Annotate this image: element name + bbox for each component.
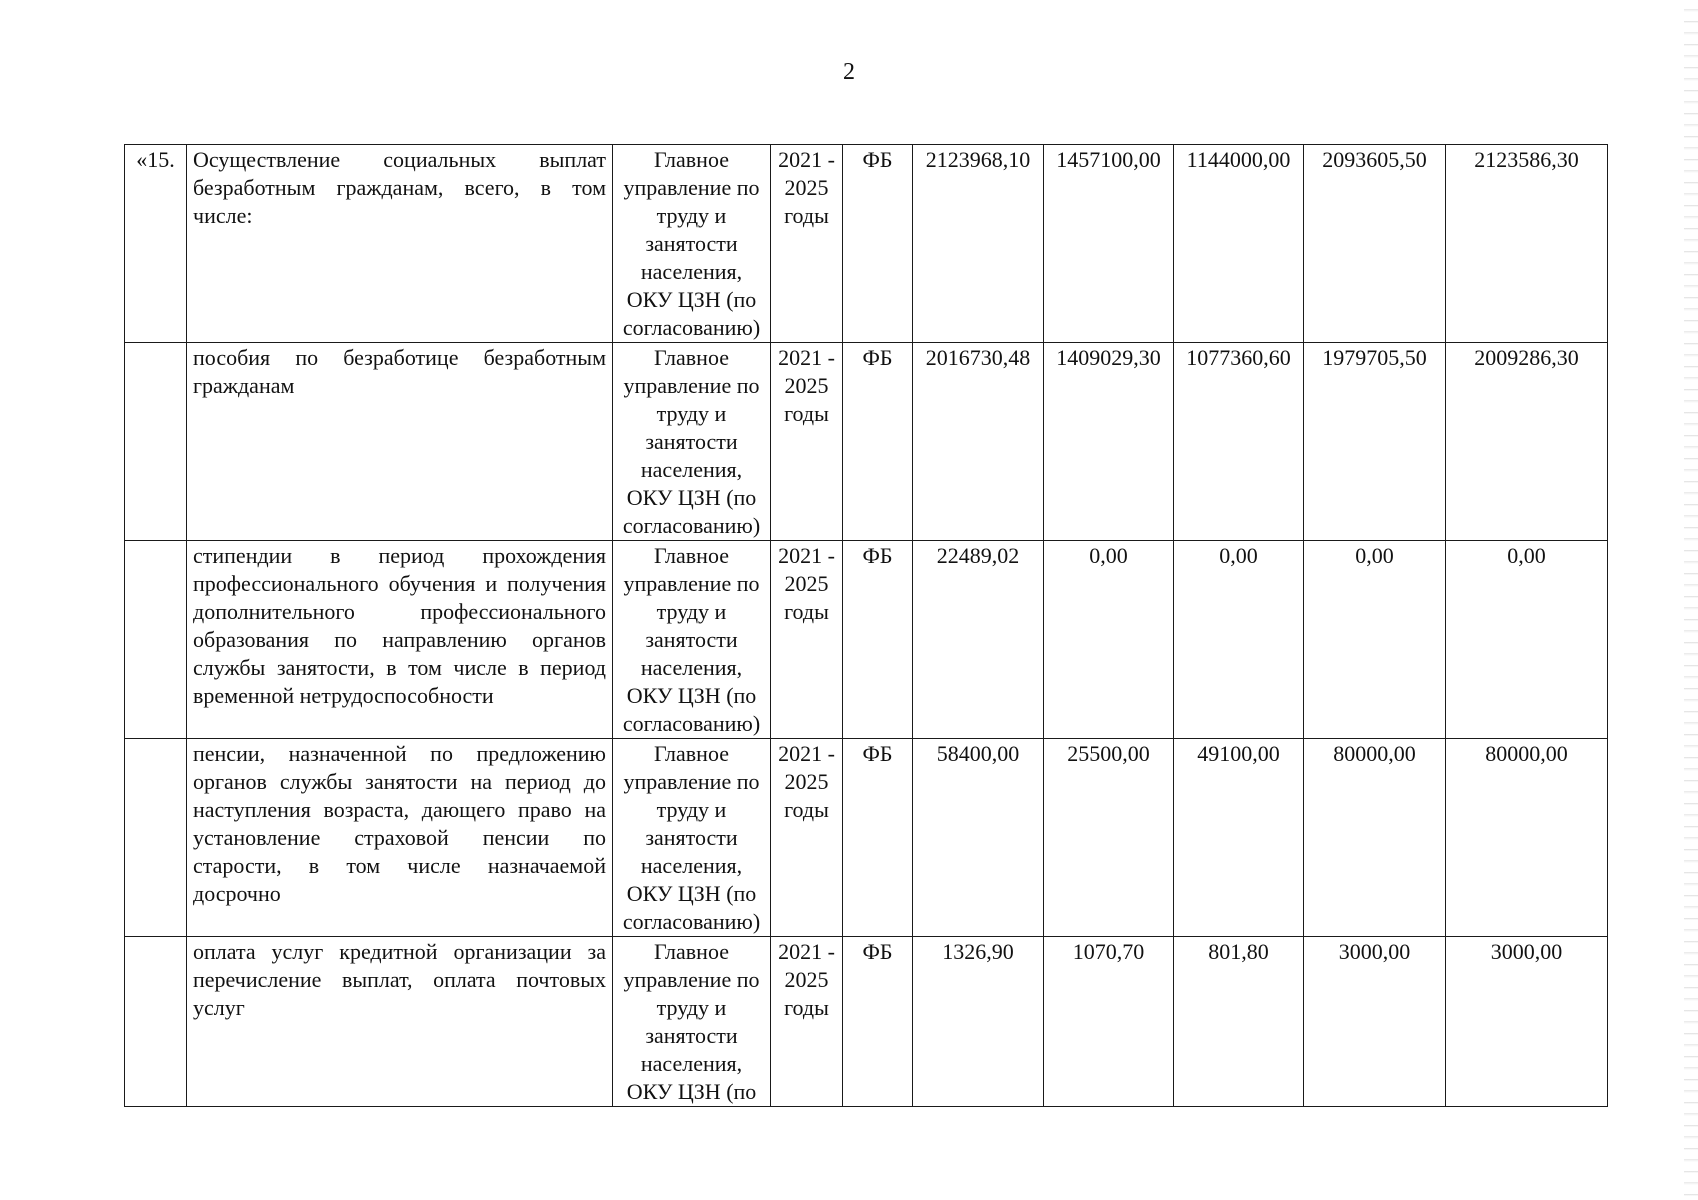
measure-name: оплата услуг кредитной организации за перечисление выплат, оплата почтовых услуг [187,937,613,1107]
value-cell: 80000,00 [1304,739,1446,937]
value-cell: 2016730,48 [913,343,1044,541]
measure-name: пенсии, назначенной по предложению органов службы занятости на период до наступления возраста, дающего право на установление страховой пенсии по старости, в том числе назначаемой досрочно [187,739,613,937]
scan-edge-artifact [1684,0,1698,1200]
value-cell: 2123586,30 [1446,145,1608,343]
funding-source: ФБ [843,541,913,739]
table-row [125,145,1608,343]
row-number [125,739,187,937]
value-cell: 22489,02 [913,541,1044,739]
value-cell: 1070,70 [1044,937,1174,1107]
value-cell: 0,00 [1304,541,1446,739]
executor: Главное управление по труду и занятости населения, ОКУ ЦЗН (по [613,937,771,1107]
measure-name: стипендии в период прохождения профессионального обучения и получения дополнительного профессионального образования по направлению органов службы занятости, в том числе в период временной нетрудоспособности [187,541,613,739]
row-number [125,343,187,541]
value-cell: 801,80 [1174,937,1304,1107]
program-table [124,144,1608,1107]
period: 2021 - 2025 годы [771,541,843,739]
funding-source: ФБ [843,937,913,1107]
table-row [125,937,1608,1107]
table-row [125,541,1608,739]
value-cell: 2009286,30 [1446,343,1608,541]
value-cell: 1077360,60 [1174,343,1304,541]
value-cell: 2123968,10 [913,145,1044,343]
value-cell: 3000,00 [1446,937,1608,1107]
funding-source: ФБ [843,739,913,937]
period: 2021 - 2025 годы [771,343,843,541]
funding-source: ФБ [843,343,913,541]
row-number: «15. [125,145,187,343]
value-cell: 25500,00 [1044,739,1174,937]
period: 2021 - 2025 годы [771,145,843,343]
value-cell: 2093605,50 [1304,145,1446,343]
funding-source: ФБ [843,145,913,343]
value-cell: 1409029,30 [1044,343,1174,541]
table-row [125,739,1608,937]
value-cell: 58400,00 [913,739,1044,937]
table-row [125,343,1608,541]
value-cell: 1979705,50 [1304,343,1446,541]
period: 2021 - 2025 годы [771,937,843,1107]
value-cell: 3000,00 [1304,937,1446,1107]
executor: Главное управление по труду и занятости населения, ОКУ ЦЗН (по согласованию) [613,739,771,937]
measure-name: пособия по безработице безработным гражданам [187,343,613,541]
value-cell: 1457100,00 [1044,145,1174,343]
row-number [125,937,187,1107]
row-number [125,541,187,739]
value-cell: 80000,00 [1446,739,1608,937]
executor: Главное управление по труду и занятости населения, ОКУ ЦЗН (по согласованию) [613,541,771,739]
value-cell: 1144000,00 [1174,145,1304,343]
value-cell: 1326,90 [913,937,1044,1107]
page-number: 2 [843,59,855,85]
value-cell: 49100,00 [1174,739,1304,937]
executor: Главное управление по труду и занятости населения, ОКУ ЦЗН (по согласованию) [613,343,771,541]
value-cell: 0,00 [1174,541,1304,739]
value-cell: 0,00 [1446,541,1608,739]
period: 2021 - 2025 годы [771,739,843,937]
executor: Главное управление по труду и занятости населения, ОКУ ЦЗН (по согласованию) [613,145,771,343]
measure-name: Осуществление социальных выплат безработным гражданам, всего, в том числе: [187,145,613,343]
value-cell: 0,00 [1044,541,1174,739]
